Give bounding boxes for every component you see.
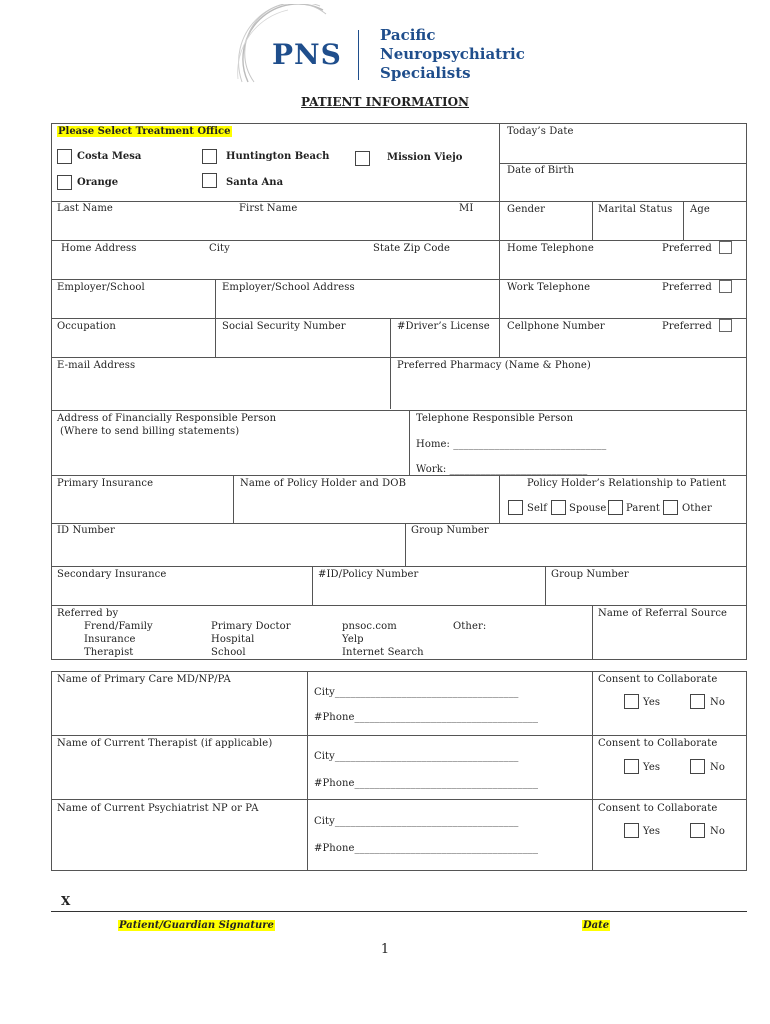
state-zip-field[interactable]: State Zip Code	[373, 243, 451, 254]
referral-other-field[interactable]: Other:	[453, 621, 487, 632]
home-telephone-field[interactable]: Home Telephone	[507, 243, 594, 254]
home-phone-preferred-checkbox[interactable]	[719, 241, 732, 254]
date-of-birth-field[interactable]: Date of Birth	[507, 165, 575, 176]
work-phone-preferred-label: Preferred	[662, 282, 712, 293]
therapist-consent-no-checkbox[interactable]	[690, 759, 705, 774]
office-checkbox-orange[interactable]	[57, 175, 72, 190]
psychiatrist-consent-no-checkbox[interactable]	[690, 823, 705, 838]
primary-care-consent-no-label: No	[710, 697, 725, 708]
policy-holder-field[interactable]: Name of Policy Holder and DOB	[240, 478, 407, 489]
office-select-label: Please Select Treatment Office	[58, 126, 231, 137]
referral-option[interactable]: Therapist	[84, 647, 134, 658]
relationship-other-checkbox[interactable]	[663, 500, 678, 515]
group-number-field[interactable]: Group Number	[411, 525, 489, 536]
psychiatrist-consent-yes-label: Yes	[643, 826, 661, 837]
work-phone-preferred-checkbox[interactable]	[719, 280, 732, 293]
therapist-consent-yes-checkbox[interactable]	[624, 759, 639, 774]
page-number: 1	[380, 942, 390, 957]
psychiatrist-consent-no-label: No	[710, 826, 725, 837]
financial-person-note: (Where to send billing statements)	[60, 426, 240, 437]
office-checkbox-costa-mesa[interactable]	[57, 149, 72, 164]
office-label-costa-mesa: Costa Mesa	[77, 151, 142, 162]
telephone-responsible-label: Telephone Responsible Person	[416, 413, 574, 424]
primary-care-consent-no-checkbox[interactable]	[690, 694, 705, 709]
employer-school-address-field[interactable]: Employer/School Address	[222, 282, 355, 293]
referred-by-label: Referred by	[57, 608, 119, 619]
occupation-field[interactable]: Occupation	[57, 321, 116, 332]
last-name-field[interactable]: Last Name	[57, 203, 113, 214]
todays-date-field[interactable]: Today’s Date	[507, 126, 574, 137]
ssn-field[interactable]: Social Security Number	[222, 321, 346, 332]
referral-option[interactable]: Primary Doctor	[211, 621, 291, 632]
psychiatrist-city-field[interactable]: City____________________________________	[314, 816, 519, 827]
logo-text-1: Pacific	[380, 26, 436, 44]
referral-option[interactable]: Insurance	[84, 634, 136, 645]
signature-line[interactable]	[51, 911, 747, 912]
cellphone-field[interactable]: Cellphone Number	[507, 321, 605, 332]
middle-initial-field[interactable]: MI	[459, 203, 474, 214]
relationship-spouse-checkbox[interactable]	[551, 500, 566, 515]
age-field[interactable]: Age	[690, 204, 710, 215]
referral-source-field[interactable]: Name of Referral Source	[598, 608, 728, 619]
work-telephone-field[interactable]: Work Telephone	[507, 282, 591, 293]
referral-option[interactable]: pnsoc.com	[342, 621, 397, 632]
logo-text-2: Neuropsychiatric	[380, 45, 525, 63]
home-address-field[interactable]: Home Address	[61, 243, 137, 254]
primary-care-consent-yes-label: Yes	[643, 697, 661, 708]
relationship-parent-label: Parent	[626, 503, 660, 514]
cellphone-preferred-checkbox[interactable]	[719, 319, 732, 332]
pharmacy-field[interactable]: Preferred Pharmacy (Name & Phone)	[397, 360, 591, 371]
email-field[interactable]: E-mail Address	[57, 360, 136, 371]
office-checkbox-mission-viejo[interactable]	[355, 151, 370, 166]
office-label-santa-ana: Santa Ana	[226, 177, 284, 188]
relationship-label: Policy Holder’s Relationship to Patient	[527, 478, 727, 489]
primary-care-consent-label: Consent to Collaborate	[598, 674, 718, 685]
marital-status-field[interactable]: Marital Status	[598, 204, 673, 215]
therapist-consent-no-label: No	[710, 762, 725, 773]
page-title: PATIENT INFORMATION	[301, 95, 469, 109]
referral-option[interactable]: Yelp	[342, 634, 364, 645]
office-label-huntington-beach: Huntington Beach	[226, 151, 330, 162]
relationship-other-label: Other	[682, 503, 712, 514]
primary-care-consent-yes-checkbox[interactable]	[624, 694, 639, 709]
psychiatrist-name-field[interactable]: Name of Current Psychiatrist NP or PA	[57, 803, 259, 814]
relationship-spouse-label: Spouse	[569, 503, 607, 514]
therapist-consent-label: Consent to Collaborate	[598, 738, 718, 749]
id-number-field[interactable]: ID Number	[57, 525, 115, 536]
employer-school-field[interactable]: Employer/School	[57, 282, 145, 293]
primary-insurance-field[interactable]: Primary Insurance	[57, 478, 154, 489]
gender-field[interactable]: Gender	[507, 204, 546, 215]
signature-date-label: Date	[583, 920, 610, 931]
therapist-name-field[interactable]: Name of Current Therapist (if applicable)	[57, 738, 273, 749]
relationship-parent-checkbox[interactable]	[608, 500, 623, 515]
secondary-policy-number-field[interactable]: #ID/Policy Number	[318, 569, 419, 580]
drivers-license-field[interactable]: #Driver’s License	[397, 321, 490, 332]
logo-divider	[358, 30, 359, 80]
office-label-mission-viejo: Mission Viejo	[387, 152, 463, 163]
referral-option[interactable]: Internet Search	[342, 647, 424, 658]
referral-option[interactable]: Hospital	[211, 634, 255, 645]
psychiatrist-consent-label: Consent to Collaborate	[598, 803, 718, 814]
secondary-group-number-field[interactable]: Group Number	[551, 569, 629, 580]
responsible-home-phone-field[interactable]: Home: ______________________________	[416, 439, 607, 450]
home-phone-preferred-label: Preferred	[662, 243, 712, 254]
psychiatrist-consent-yes-checkbox[interactable]	[624, 823, 639, 838]
relationship-self-label: Self	[527, 503, 548, 514]
therapist-phone-field[interactable]: #Phone____________________________________	[314, 778, 539, 789]
financial-person-field[interactable]: Address of Financially Responsible Person	[57, 413, 277, 424]
primary-care-city-field[interactable]: City____________________________________	[314, 687, 519, 698]
office-label-orange: Orange	[77, 177, 119, 188]
therapist-consent-yes-label: Yes	[643, 762, 661, 773]
city-field[interactable]: City	[209, 243, 230, 254]
logo-text-3: Specialists	[380, 64, 471, 82]
cellphone-preferred-label: Preferred	[662, 321, 712, 332]
signature-label: Patient/Guardian Signature	[119, 920, 274, 931]
primary-care-phone-field[interactable]: #Phone____________________________________	[314, 712, 539, 723]
signature-x-mark: X	[61, 894, 71, 908]
psychiatrist-phone-field[interactable]: #Phone____________________________________	[314, 843, 539, 854]
office-checkbox-santa-ana[interactable]	[202, 173, 217, 188]
relationship-self-checkbox[interactable]	[508, 500, 523, 515]
first-name-field[interactable]: First Name	[239, 203, 298, 214]
referral-option[interactable]: Frend/Family	[84, 621, 153, 632]
logo-abbreviation: PNS	[272, 38, 342, 71]
therapist-city-field[interactable]: City____________________________________	[314, 751, 519, 762]
responsible-work-phone-field[interactable]: Work: ___________________________	[416, 464, 588, 475]
secondary-insurance-field[interactable]: Secondary Insurance	[57, 569, 167, 580]
primary-care-name-field[interactable]: Name of Primary Care MD/NP/PA	[57, 674, 231, 685]
referral-option[interactable]: School	[211, 647, 246, 658]
office-checkbox-huntington-beach[interactable]	[202, 149, 217, 164]
